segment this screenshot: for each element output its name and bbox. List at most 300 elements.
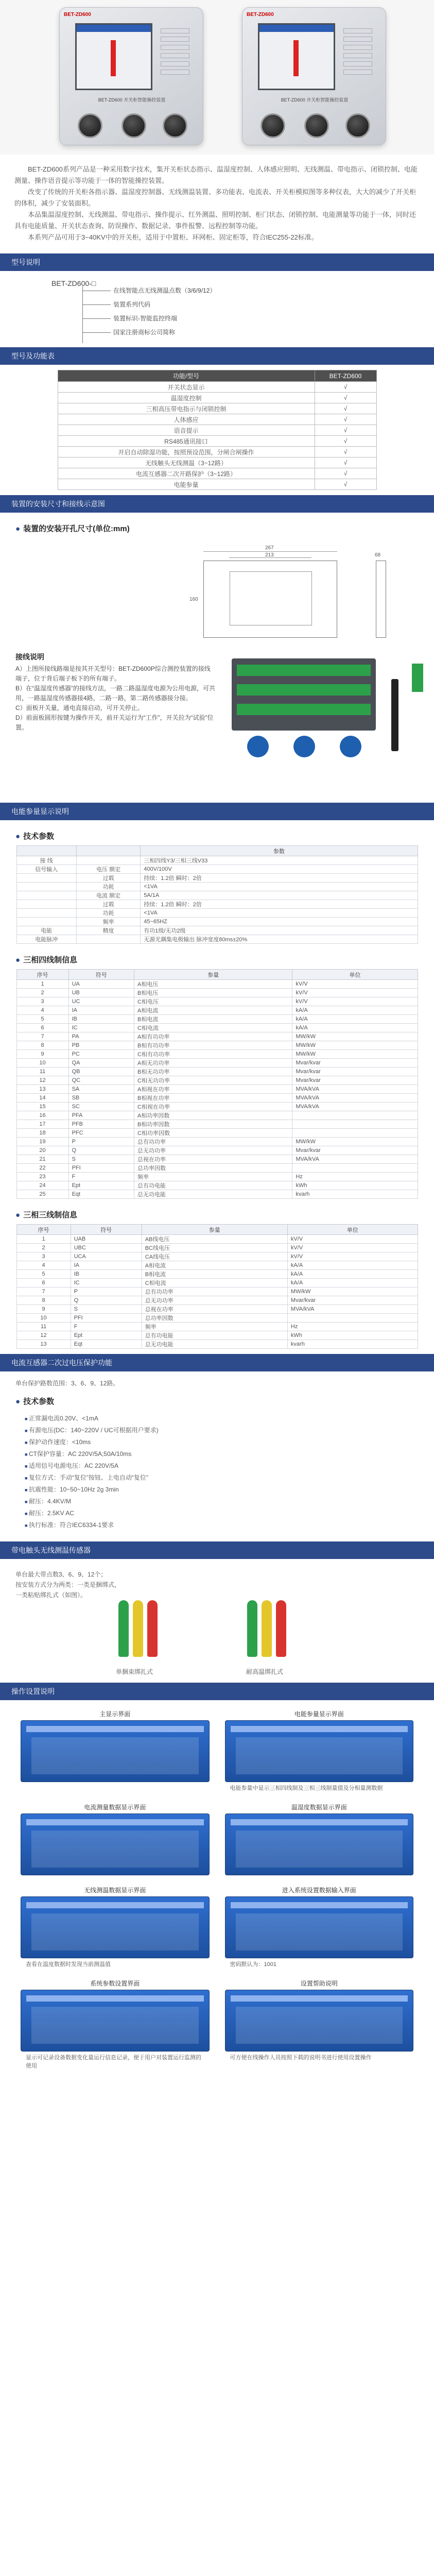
- table-cell: C相电流: [134, 1024, 292, 1032]
- table-row: [16, 1103, 418, 1111]
- table-cell: 20: [16, 1146, 68, 1155]
- table-cell: B相视在功率: [134, 1094, 292, 1103]
- table-cell: PB: [68, 1041, 134, 1050]
- side-view: [376, 561, 386, 638]
- table-cell: A相电流: [142, 1261, 287, 1270]
- table-row: [58, 393, 376, 403]
- table-row: [16, 1261, 418, 1270]
- table-cell: S: [68, 1155, 134, 1164]
- table-cell: 过载: [76, 900, 140, 909]
- table-cell: 持续：1.2倍 瞬时：2倍: [141, 874, 418, 883]
- table-row: [16, 1252, 418, 1261]
- table-row: [16, 1314, 418, 1323]
- section-title-sensor: 带电触头无线测温传感器: [0, 1541, 434, 1559]
- table-cell: 频率: [76, 918, 140, 926]
- table-row: [16, 926, 418, 935]
- table-row: [16, 856, 418, 865]
- model-row: 在线智能点无线测温点数（3/6/9/12）: [113, 287, 216, 294]
- ops-card: [225, 1979, 414, 2070]
- ops-grid: [0, 1705, 434, 2080]
- table-row: [16, 1296, 418, 1305]
- three-wire-table: [16, 1224, 418, 1349]
- table-cell: C相视在功率: [134, 1103, 292, 1111]
- table-row: [16, 865, 418, 874]
- table-row: [16, 891, 418, 900]
- table-cell: kV/V: [287, 1252, 418, 1261]
- table-cell: 过载: [76, 874, 140, 883]
- table-cell: A相无功功率: [134, 1059, 292, 1067]
- wiring-notes: [15, 652, 216, 733]
- table-cell: IC: [68, 1024, 134, 1032]
- table-cell: 5: [16, 1015, 68, 1024]
- table-cell: UA: [68, 980, 134, 989]
- table-cell: Mvar/kvar: [287, 1296, 418, 1305]
- table-cell: √: [315, 382, 376, 393]
- table-cell: MW/kW: [287, 1287, 418, 1296]
- table-cell: Mvar/kvar: [292, 1059, 418, 1067]
- table-cell: kV/V: [287, 1235, 418, 1244]
- table-cell: √: [315, 393, 376, 403]
- secondary-title: 技术参数: [23, 1397, 55, 1406]
- table-row: [16, 1024, 418, 1032]
- ops-card: [225, 1886, 414, 1969]
- table-cell: [16, 918, 76, 926]
- antenna-icon: [391, 679, 398, 751]
- table-cell: 11: [16, 1067, 68, 1076]
- table-cell: QA: [68, 1059, 134, 1067]
- table-row: [16, 1331, 418, 1340]
- table-cell: [16, 874, 76, 883]
- table-cell: 总无功功率: [134, 1146, 292, 1155]
- table-cell: 电流互感器二次开路保护（3~12路）: [58, 468, 315, 479]
- table-header: 序号: [16, 1225, 71, 1235]
- table-cell: <1VA: [141, 883, 418, 891]
- ops-card: [225, 1803, 414, 1875]
- screen-screenshot: [225, 1990, 414, 2052]
- three-wire-subtitle: ● 三相三线制信息: [15, 1211, 78, 1219]
- table-row: [16, 1244, 418, 1252]
- table-cell: 无源光耦集电极输出 脉冲宽度80ms±20%: [141, 935, 418, 944]
- sensor-line: 一类粘贴绑扎式（如图）。: [15, 1591, 87, 1599]
- table-cell: 语音提示: [58, 425, 315, 436]
- tech-param-table: [16, 845, 418, 944]
- table-row: [16, 989, 418, 997]
- table-cell: [76, 935, 140, 944]
- table-cell: 接 线: [16, 856, 76, 865]
- section-title-functions: 型号及功能表: [0, 347, 434, 365]
- sensor-probe-icon: [118, 1600, 129, 1657]
- table-row: [58, 457, 376, 468]
- sensor-probe-icon: [262, 1600, 272, 1657]
- table-header: 单位: [292, 970, 418, 980]
- table-cell: 7: [16, 1287, 71, 1296]
- table-row: [16, 1041, 418, 1050]
- table-cell: kvarh: [287, 1340, 418, 1349]
- table-cell: 信号输入: [16, 865, 76, 874]
- table-cell: UCA: [71, 1252, 142, 1261]
- table-cell: C相功率因数: [134, 1129, 292, 1138]
- table-cell: kA/A: [292, 1015, 418, 1024]
- table-cell: <1VA: [141, 909, 418, 918]
- spec-item: ■ CT保护容量：AC 220V/5A;50A/10ms: [25, 1448, 419, 1460]
- table-cell: MVA/kVA: [292, 1094, 418, 1103]
- table-row: [16, 883, 418, 891]
- table-cell: 17: [16, 1120, 68, 1129]
- table-row: [58, 436, 376, 447]
- table-cell: √: [315, 468, 376, 479]
- table-cell: 总无功功率: [142, 1296, 287, 1305]
- section-title-meter: 电能参量显示说明: [0, 803, 434, 820]
- knob-icon: [163, 113, 187, 138]
- rear-terminal-photo: [232, 658, 376, 731]
- table-row: [16, 1120, 418, 1129]
- table-cell: kvarh: [292, 1190, 418, 1199]
- table-cell: kA/A: [287, 1279, 418, 1287]
- panel-brand: BET-ZD600: [64, 12, 91, 18]
- four-wire-subtitle: ● 三相四线制信息: [15, 956, 78, 964]
- table-cell: kA/A: [287, 1270, 418, 1279]
- table-cell: 3: [16, 1252, 71, 1261]
- table-cell: A相电压: [134, 980, 292, 989]
- panel-indicators: [343, 28, 374, 90]
- table-cell: BC线电压: [142, 1244, 287, 1252]
- table-cell: 总视在功率: [134, 1155, 292, 1164]
- table-cell: A相有功功率: [134, 1032, 292, 1041]
- screen-screenshot: [21, 1814, 210, 1875]
- panel-indicators: [161, 28, 192, 90]
- table-row: [16, 1076, 418, 1085]
- table-cell: 8: [16, 1041, 68, 1050]
- ops-caption: 显示可记录设备数据变化量运行信息记录，便于用户对装置运行监测的使用: [26, 2055, 201, 2069]
- device-panel-right: [242, 7, 386, 145]
- table-cell: A相功率因数: [134, 1111, 292, 1120]
- table-cell: 14: [16, 1094, 68, 1103]
- table-row: [16, 1340, 418, 1349]
- table-cell: 9: [16, 1305, 71, 1314]
- spec-item: ■ 复位方式：手动“复位”按钮、上电自动“复位”: [25, 1472, 419, 1484]
- table-cell: 总无功电能: [142, 1340, 287, 1349]
- table-cell: 4: [16, 1261, 71, 1270]
- table-header: 参量: [134, 970, 292, 980]
- table-row: [16, 1050, 418, 1059]
- spec-item: ■ 适用信号电源电压：AC 220V/5A: [25, 1460, 419, 1472]
- ops-caption: 查看在温度数据时发现当前测温值: [26, 1961, 111, 1968]
- table-cell: 2: [16, 1244, 71, 1252]
- table-row: [16, 1138, 418, 1146]
- screen-screenshot: [225, 1896, 414, 1958]
- table-cell: PFI: [71, 1314, 142, 1323]
- table-cell: MW/kW: [292, 1041, 418, 1050]
- sensor-probe-icon: [247, 1600, 257, 1657]
- table-cell: 18: [16, 1129, 68, 1138]
- table-cell: 6: [16, 1024, 68, 1032]
- spec-item: ■ 保护动作速度：<10ms: [25, 1436, 419, 1448]
- table-cell: C相无功功率: [134, 1076, 292, 1085]
- model-row: 装置系列代码: [113, 301, 151, 308]
- table-cell: 4: [16, 1006, 68, 1015]
- table-cell: Mvar/kvar: [292, 1146, 418, 1155]
- wiring-line: C）面板开关量，通电直接启动，可开关停止。: [15, 704, 144, 711]
- intro-paragraph: BET-ZD600系列产品是一种采用数字技术，集开关柜状态指示、温湿度控制、人体感应照明、无线测温、带电指示、闭锁控制、电能测量、操作语音提示等功能于一体的智能操控装置。: [14, 165, 418, 184]
- table-cell: B相电流: [142, 1270, 287, 1279]
- sensor-probe-icon: [147, 1600, 158, 1657]
- screen-screenshot: [21, 1720, 210, 1782]
- table-cell: PFB: [68, 1120, 134, 1129]
- table-row: [16, 1146, 418, 1155]
- table-cell: QC: [68, 1076, 134, 1085]
- table-cell: 16: [16, 1111, 68, 1120]
- dim-inner: 213: [265, 552, 274, 558]
- table-cell: 22: [16, 1164, 68, 1173]
- table-row: [16, 1006, 418, 1015]
- spec-item: ■ 耐压：4.4KV/M: [25, 1496, 419, 1507]
- table-cell: [292, 1164, 418, 1173]
- table-cell: 24: [16, 1181, 68, 1190]
- table-cell: 人体感应: [58, 414, 315, 425]
- table-cell: 1: [16, 1235, 71, 1244]
- table-cell: √: [315, 457, 376, 468]
- table-cell: Mvar/kvar: [292, 1067, 418, 1076]
- table-cell: A相电流: [134, 1006, 292, 1015]
- table-cell: 持续：1.2倍 瞬时：2倍: [141, 900, 418, 909]
- product-intro: [0, 155, 434, 248]
- table-cell: [16, 909, 76, 918]
- table-cell: MVA/kVA: [292, 1085, 418, 1094]
- table-cell: kV/V: [292, 980, 418, 989]
- section-title-model: 型号说明: [0, 253, 434, 271]
- table-cell: MW/kW: [292, 1138, 418, 1146]
- dimension-drawing: [0, 540, 434, 648]
- table-cell: SB: [68, 1094, 134, 1103]
- table-cell: 3: [16, 997, 68, 1006]
- table-row: [16, 874, 418, 883]
- sensor-line: 按安装方式分为两类：一类是捆绑式，: [15, 1581, 121, 1588]
- table-cell: 总功率因数: [134, 1164, 292, 1173]
- three-wire-title: 三相三线制信息: [23, 1211, 78, 1219]
- screen-screenshot: [21, 1896, 210, 1958]
- table-cell: 2: [16, 989, 68, 997]
- section-title-ops: 操作设置说明: [0, 1683, 434, 1700]
- table-cell: C相电流: [142, 1279, 287, 1287]
- table-cell: 25: [16, 1190, 68, 1199]
- table-cell: F: [71, 1323, 142, 1331]
- table-cell: 总有功电能: [142, 1331, 287, 1340]
- table-row: [16, 1094, 418, 1103]
- table-cell: [76, 856, 140, 865]
- table-cell: Eqt: [68, 1190, 134, 1199]
- table-cell: SC: [68, 1103, 134, 1111]
- table-cell: 21: [16, 1155, 68, 1164]
- intro-paragraph: 改变了传统的开关柜各指示器、温湿度控制器、无线测温装置、多功能表、电流表、开关柜模拟图等多种仪表，大大的减少了开关柜的体积，减少了安装面积。: [14, 188, 416, 207]
- tech-table-body: [16, 856, 418, 944]
- table-cell: IB: [71, 1270, 142, 1279]
- function-table: [58, 370, 377, 490]
- table-cell: Ept: [68, 1181, 134, 1190]
- model-code-diagram: [46, 276, 434, 342]
- table-cell: IA: [71, 1261, 142, 1270]
- table-cell: AB线电压: [142, 1235, 287, 1244]
- table-cell: Mvar/kvar: [292, 1076, 418, 1085]
- table-cell: 三相四线Y3/三相三线V33: [141, 856, 418, 865]
- section-title-secondary: 电流互感器二次过电压保护功能: [0, 1354, 434, 1371]
- sensor-probe-icon: [133, 1600, 143, 1657]
- table-cell: 8: [16, 1296, 71, 1305]
- table-cell: 12: [16, 1076, 68, 1085]
- panel-screen: [75, 23, 152, 90]
- ops-caption: 可方便在线操作人员按照下载的说明书进行使用设置操作: [230, 2055, 372, 2061]
- table-row: [16, 1032, 418, 1041]
- table-cell: IB: [68, 1015, 134, 1024]
- table-cell: 无线触头无线测温（3~12路）: [58, 457, 315, 468]
- table-row: [16, 909, 418, 918]
- ops-caption: 密码默认为：1001: [230, 1961, 276, 1968]
- table-cell: 总有功功率: [142, 1287, 287, 1296]
- table-header: BET-ZD600: [315, 370, 376, 382]
- tech-subtitle: ● 技术参数: [15, 832, 55, 841]
- table-row: [16, 1235, 418, 1244]
- table-cell: 频率: [142, 1323, 287, 1331]
- intro-paragraph: 本品集温湿度控制、无线测温、带电指示、操作提示、红外测温、照明控制、柜门状态、闭锁控制、电能测量等功能于一体，同时还具有电能质量、开关状态查询、防误操作、数据记录、事件报警、远程控制等功能。: [14, 211, 416, 230]
- table-cell: 总无功电能: [134, 1190, 292, 1199]
- sensor-note: [15, 1569, 201, 1600]
- table-header: 序号: [16, 970, 68, 980]
- table-cell: kA/A: [292, 1006, 418, 1015]
- table-cell: Eqt: [71, 1340, 142, 1349]
- table-cell: 电压 额定: [76, 865, 140, 874]
- table-cell: MVA/kVA: [292, 1103, 418, 1111]
- table-cell: PA: [68, 1032, 134, 1041]
- table-cell: CA线电压: [142, 1252, 287, 1261]
- spec-item: ■ 正常漏电流0.20V、<1mA: [25, 1413, 419, 1425]
- table-cell: 10: [16, 1059, 68, 1067]
- ops-card: [21, 1709, 210, 1792]
- table-header: 参数: [141, 846, 418, 856]
- ops-caption: 电能参量中显示三相四线制及三相三线制量值及分相量测数据: [230, 1785, 383, 1791]
- sensor-caption: 单捆束绑扎式: [116, 1668, 153, 1675]
- ops-title: 进入系统设置数据输入界面: [282, 1887, 356, 1894]
- screen-screenshot: [21, 1990, 210, 2052]
- table-row: [16, 1305, 418, 1314]
- table-cell: 45~65HZ: [141, 918, 418, 926]
- table-row: [58, 468, 376, 479]
- table-cell: kA/A: [287, 1261, 418, 1270]
- table-cell: Hz: [292, 1173, 418, 1181]
- table-header: 参量: [142, 1225, 287, 1235]
- section-title-install: 装置的安装尺寸和接线示意图: [0, 495, 434, 513]
- table-cell: P: [71, 1287, 142, 1296]
- secondary-subtitle: ● 技术参数: [15, 1397, 55, 1406]
- wiring-section: [0, 648, 434, 798]
- ops-title: 系统参数设置界面: [90, 1980, 140, 1987]
- dim-width: 267: [265, 545, 274, 551]
- table-cell: [16, 883, 76, 891]
- table-cell: [16, 900, 76, 909]
- table-cell: B相电流: [134, 1015, 292, 1024]
- spec-item: ■ 执行标准：符合IEC6334-1要求: [25, 1519, 419, 1531]
- table-row: [16, 935, 418, 944]
- secondary-intro: 单台保护路数范围：3、6、9、12路。: [15, 1380, 119, 1387]
- table-cell: UB: [68, 989, 134, 997]
- table-cell: PFA: [68, 1111, 134, 1120]
- intro-paragraph: 本系列产品可用于3~40KV中的开关柜，适用于中置柜、环网柜、固定柜等，符合IEC255-22标准。: [28, 233, 318, 241]
- table-cell: C相有功功率: [134, 1050, 292, 1059]
- hero-product-image: [0, 0, 434, 155]
- table-row: [16, 1067, 418, 1076]
- ops-title: 电能参量显示界面: [294, 1710, 344, 1718]
- table-cell: Hz: [287, 1323, 418, 1331]
- table-row: [16, 1270, 418, 1279]
- screen-screenshot: [225, 1720, 414, 1782]
- table-cell: 11: [16, 1323, 71, 1331]
- table-cell: [292, 1111, 418, 1120]
- table-cell: MVA/kVA: [292, 1155, 418, 1164]
- table-row: [16, 1155, 418, 1164]
- table-cell: kV/V: [292, 997, 418, 1006]
- panel-nameplate: BET-ZD600 开关柜智能操控装置: [281, 97, 349, 103]
- table-cell: 精度: [76, 926, 140, 935]
- sensor-caption: 耐高温绑扎式: [246, 1668, 284, 1675]
- table-header: 符号: [71, 1225, 142, 1235]
- table-cell: 13: [16, 1340, 71, 1349]
- table-cell: 9: [16, 1050, 68, 1059]
- panel-nameplate: BET-ZD600 开关柜智能操控装置: [98, 97, 166, 103]
- table-cell: 7: [16, 1032, 68, 1041]
- table-cell: UC: [68, 997, 134, 1006]
- table-cell: 开启自动除湿功能，按照预设范围，分闸合闸操作: [58, 447, 315, 457]
- wiring-line: B）在“温湿度传感器”的接线方法，一路二路温湿度电源为公用电源，可共用，一路温湿度传感器接4路，二路一路，第二路传感器接分接。: [15, 685, 215, 702]
- table-cell: 电能参量: [58, 479, 315, 490]
- table-cell: 总功率因数: [142, 1314, 287, 1323]
- table-cell: 15: [16, 1103, 68, 1111]
- table-cell: 10: [16, 1314, 71, 1323]
- model-row: 国家注册商标公司简称: [113, 329, 176, 336]
- table-cell: 总有功功率: [134, 1138, 292, 1146]
- table-cell: √: [315, 479, 376, 490]
- dim-height: 160: [189, 597, 198, 602]
- table-cell: F: [68, 1173, 134, 1181]
- wiring-line: A）上图所接线路端是按其开关型号：BET-ZD600P综合测控装置的接线端子，位于背后端子板下的所有端子。: [15, 665, 211, 682]
- table-cell: B相有功功率: [134, 1041, 292, 1050]
- sensor-probe-icon: [276, 1600, 286, 1657]
- table-cell: kWh: [292, 1181, 418, 1190]
- table-cell: PFI: [68, 1164, 134, 1173]
- table-cell: Q: [71, 1296, 142, 1305]
- table-header: [16, 846, 76, 856]
- table-cell: 电能脉冲: [16, 935, 76, 944]
- ops-title: 温湿度数据显示界面: [291, 1804, 347, 1811]
- sensor-icon: [412, 664, 423, 692]
- table-cell: SA: [68, 1085, 134, 1094]
- model-code: BET-ZD600-□: [51, 279, 96, 287]
- table-cell: IA: [68, 1006, 134, 1015]
- table-row: [16, 1129, 418, 1138]
- table-cell: 总视在功率: [142, 1305, 287, 1314]
- wiring-title: 接线说明: [15, 653, 44, 661]
- table-cell: 总有功电能: [134, 1181, 292, 1190]
- table-cell: S: [71, 1305, 142, 1314]
- spec-item: ■ 耐压：2.5KV AC: [25, 1507, 419, 1519]
- table-cell: MW/kW: [292, 1032, 418, 1041]
- table-row: [16, 900, 418, 909]
- table-cell: kA/A: [292, 1024, 418, 1032]
- knob-icon: [78, 113, 102, 138]
- table-row: [16, 1190, 418, 1199]
- four-wire-table: [16, 969, 418, 1199]
- ops-card: [21, 1803, 210, 1875]
- table-cell: [292, 1129, 418, 1138]
- table-cell: 13: [16, 1085, 68, 1094]
- table-cell: [287, 1314, 418, 1323]
